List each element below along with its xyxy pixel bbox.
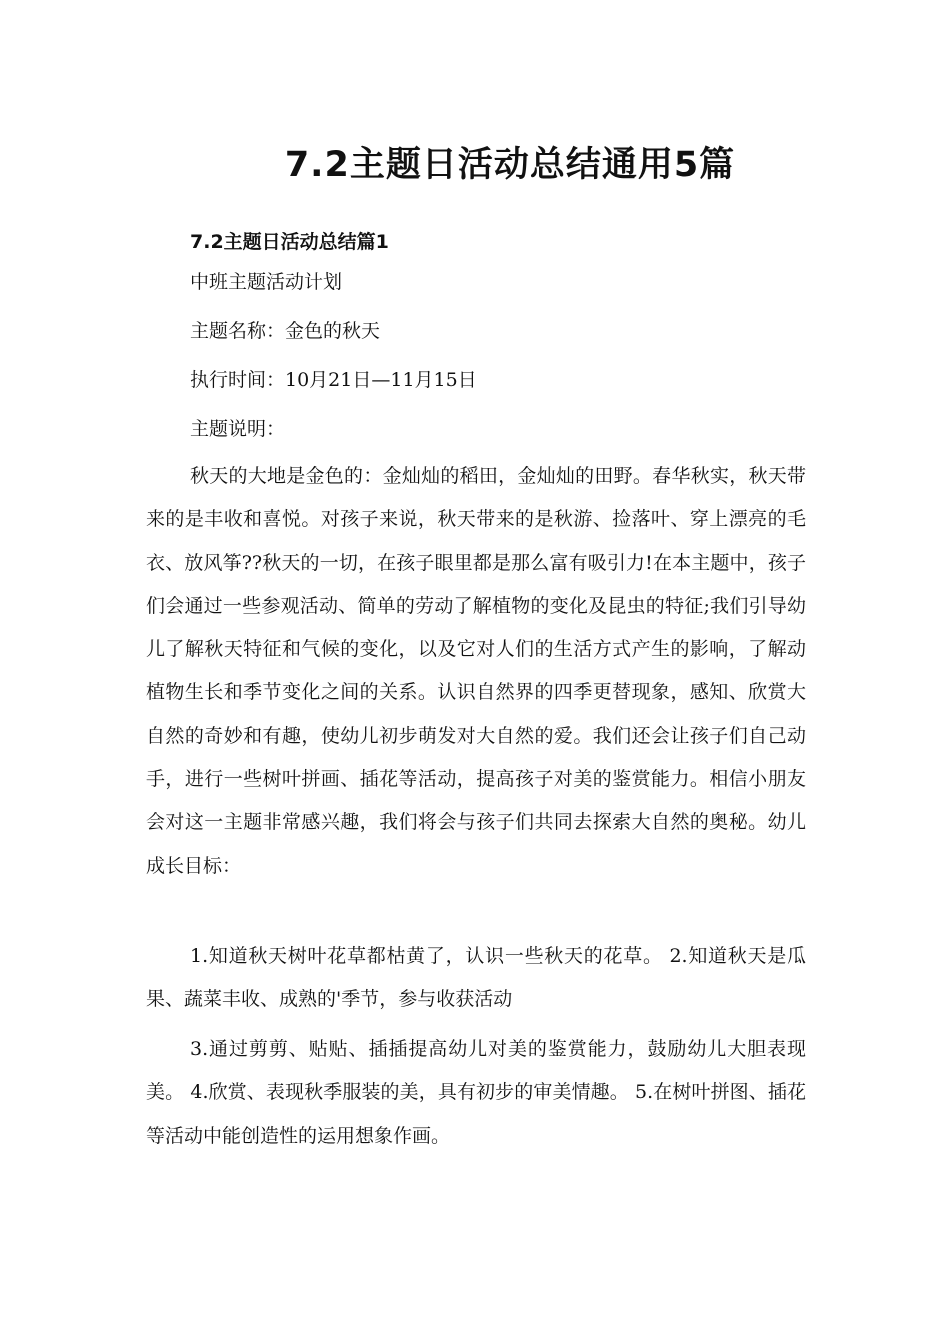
document-title: 7.2主题日活动总结通用5篇: [284, 145, 736, 185]
schedule-line: 执行时间：10月21日—11月15日: [190, 369, 477, 391]
theme-note-label: 主题说明：: [190, 418, 286, 440]
section-heading: 7.2主题日活动总结篇1: [190, 231, 389, 253]
goals-paragraph-2: 3.通过剪剪、贴贴、插插提高幼儿对美的鉴赏能力，鼓励幼儿大胆表现美。 4.欣赏、表现秋季服装的美，具有初步的审美情趣。 5.在树叶拼图、插花等活动中能创造性的运用想象作画。: [146, 1038, 806, 1147]
goals-paragraph-1: 1.知道秋天树叶花草都枯黄了，认识一些秋天的花草。 2.知道秋天是瓜果、蔬菜丰收、成熟的'季节，参与收获活动: [146, 945, 806, 1011]
intro-paragraph: 秋天的大地是金色的：金灿灿的稻田，金灿灿的田野。春华秋实，秋天带来的是丰收和喜悦。对孩子来说，秋天带来的是秋游、捡落叶、穿上漂亮的毛衣、放风筝??秋天的一切，在孩子眼里都是那么富有吸引力!在本主题中，孩子们会通过一些参观活动、简单的劳动了解植物的变化及昆虫的特征;我们引导幼儿了解秋天特征和气候的变化，以及它对人们的生活方式产生的影响，了解动植物生长和季节变化之间的关系。认识自然界的四季更替现象，感知、欣赏大自然的奇妙和有趣，使幼儿初步萌发对大自然的爱。我们还会让孩子们自己动手，进行一些树叶拼画、插花等活动，提高孩子对美的鉴赏能力。相信小朋友会对这一主题非常感兴趣，我们将会与孩子们共同去探索大自然的奥秘。幼儿成长目标：: [146, 465, 806, 877]
theme-name-line: 主题名称：金色的秋天: [190, 320, 381, 342]
plan-title-line: 中班主题活动计划: [190, 271, 343, 293]
